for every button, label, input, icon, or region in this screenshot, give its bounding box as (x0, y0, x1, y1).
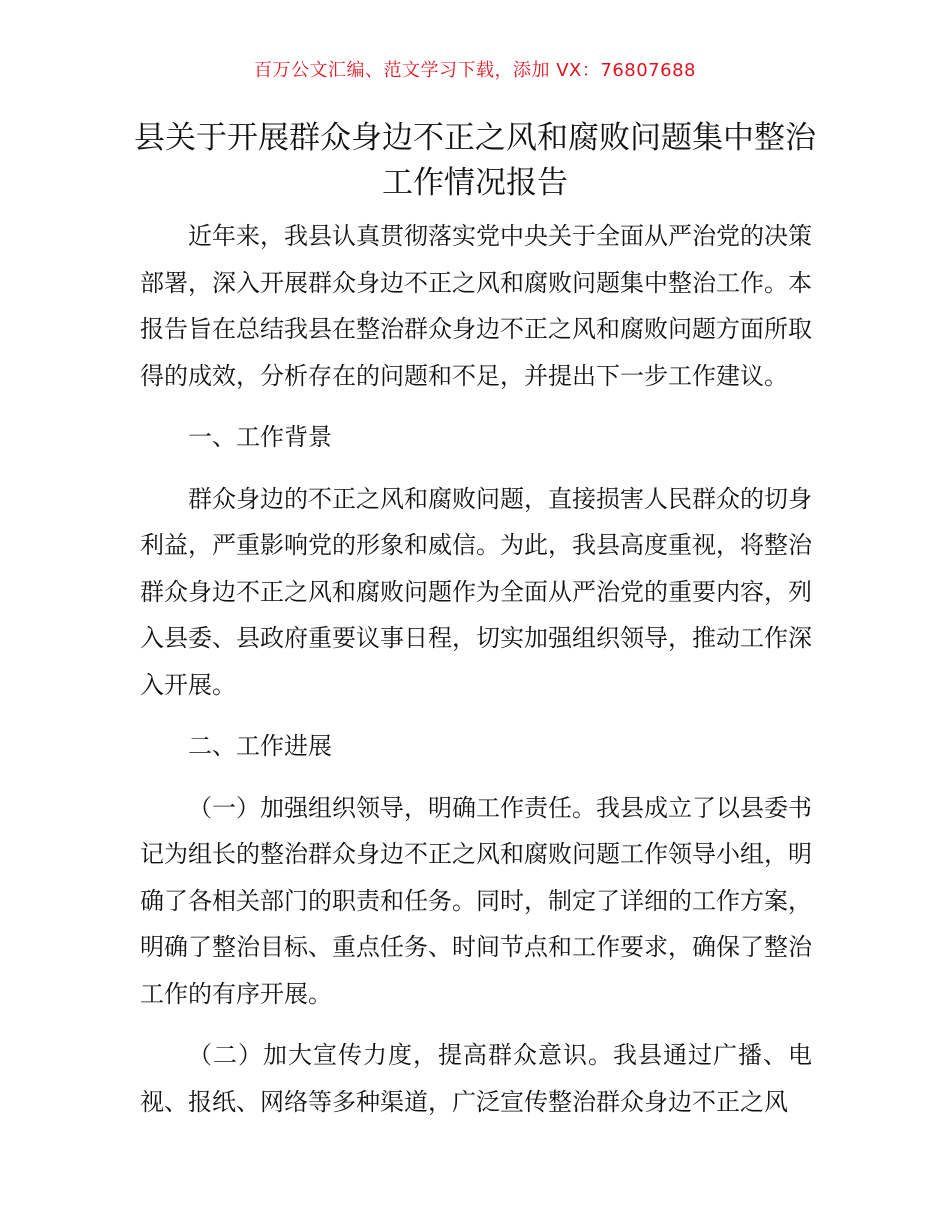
document-title: 县关于开展群众身边不正之风和腐败问题集中整治工作情况报告 (134, 120, 816, 201)
section-heading-progress: 二、工作进展 (188, 732, 332, 760)
intro-paragraph: 近年来，我县认真贯彻落实党中央关于全面从严治党的决策部署，深入开展群众身边不正之风和腐败问题集中整治工作。本报告旨在总结我县在整治群众身边不正之风和腐败问题方面所取得的成效，分析存在的问题和不足，并提出下一步工作建议。 (140, 222, 812, 390)
progress-item-2: （二）加大宣传力度，提高群众意识。我县通过广播、电视、报纸、网络等多种渠道，广泛宣传整治群众身边不正之风 (140, 1041, 812, 1116)
header-note: 百万公文汇编、范文学习下载，添加 VX：76807688 (254, 60, 696, 81)
section-heading-background: 一、工作背景 (188, 423, 332, 451)
background-paragraph: 群众身边的不正之风和腐败问题，直接损害人民群众的切身利益，严重影响党的形象和威信。为此，我县高度重视，将整治群众身边不正之风和腐败问题作为全面从严治党的重要内容，列入县委、县政府重要议事日程，切实加强组织领导，推动工作深入开展。 (140, 484, 812, 699)
progress-item-1: （一）加强组织领导，明确工作责任。我县成立了以县委书记为组长的整治群众身边不正之风和腐败问题工作领导小组，明确了各相关部门的职责和任务。同时，制定了详细的工作方案，明确了整治目标、重点任务、时间节点和工作要求，确保了整治工作的有序开展。 (140, 793, 812, 1008)
document-body (140, 213, 812, 1140)
